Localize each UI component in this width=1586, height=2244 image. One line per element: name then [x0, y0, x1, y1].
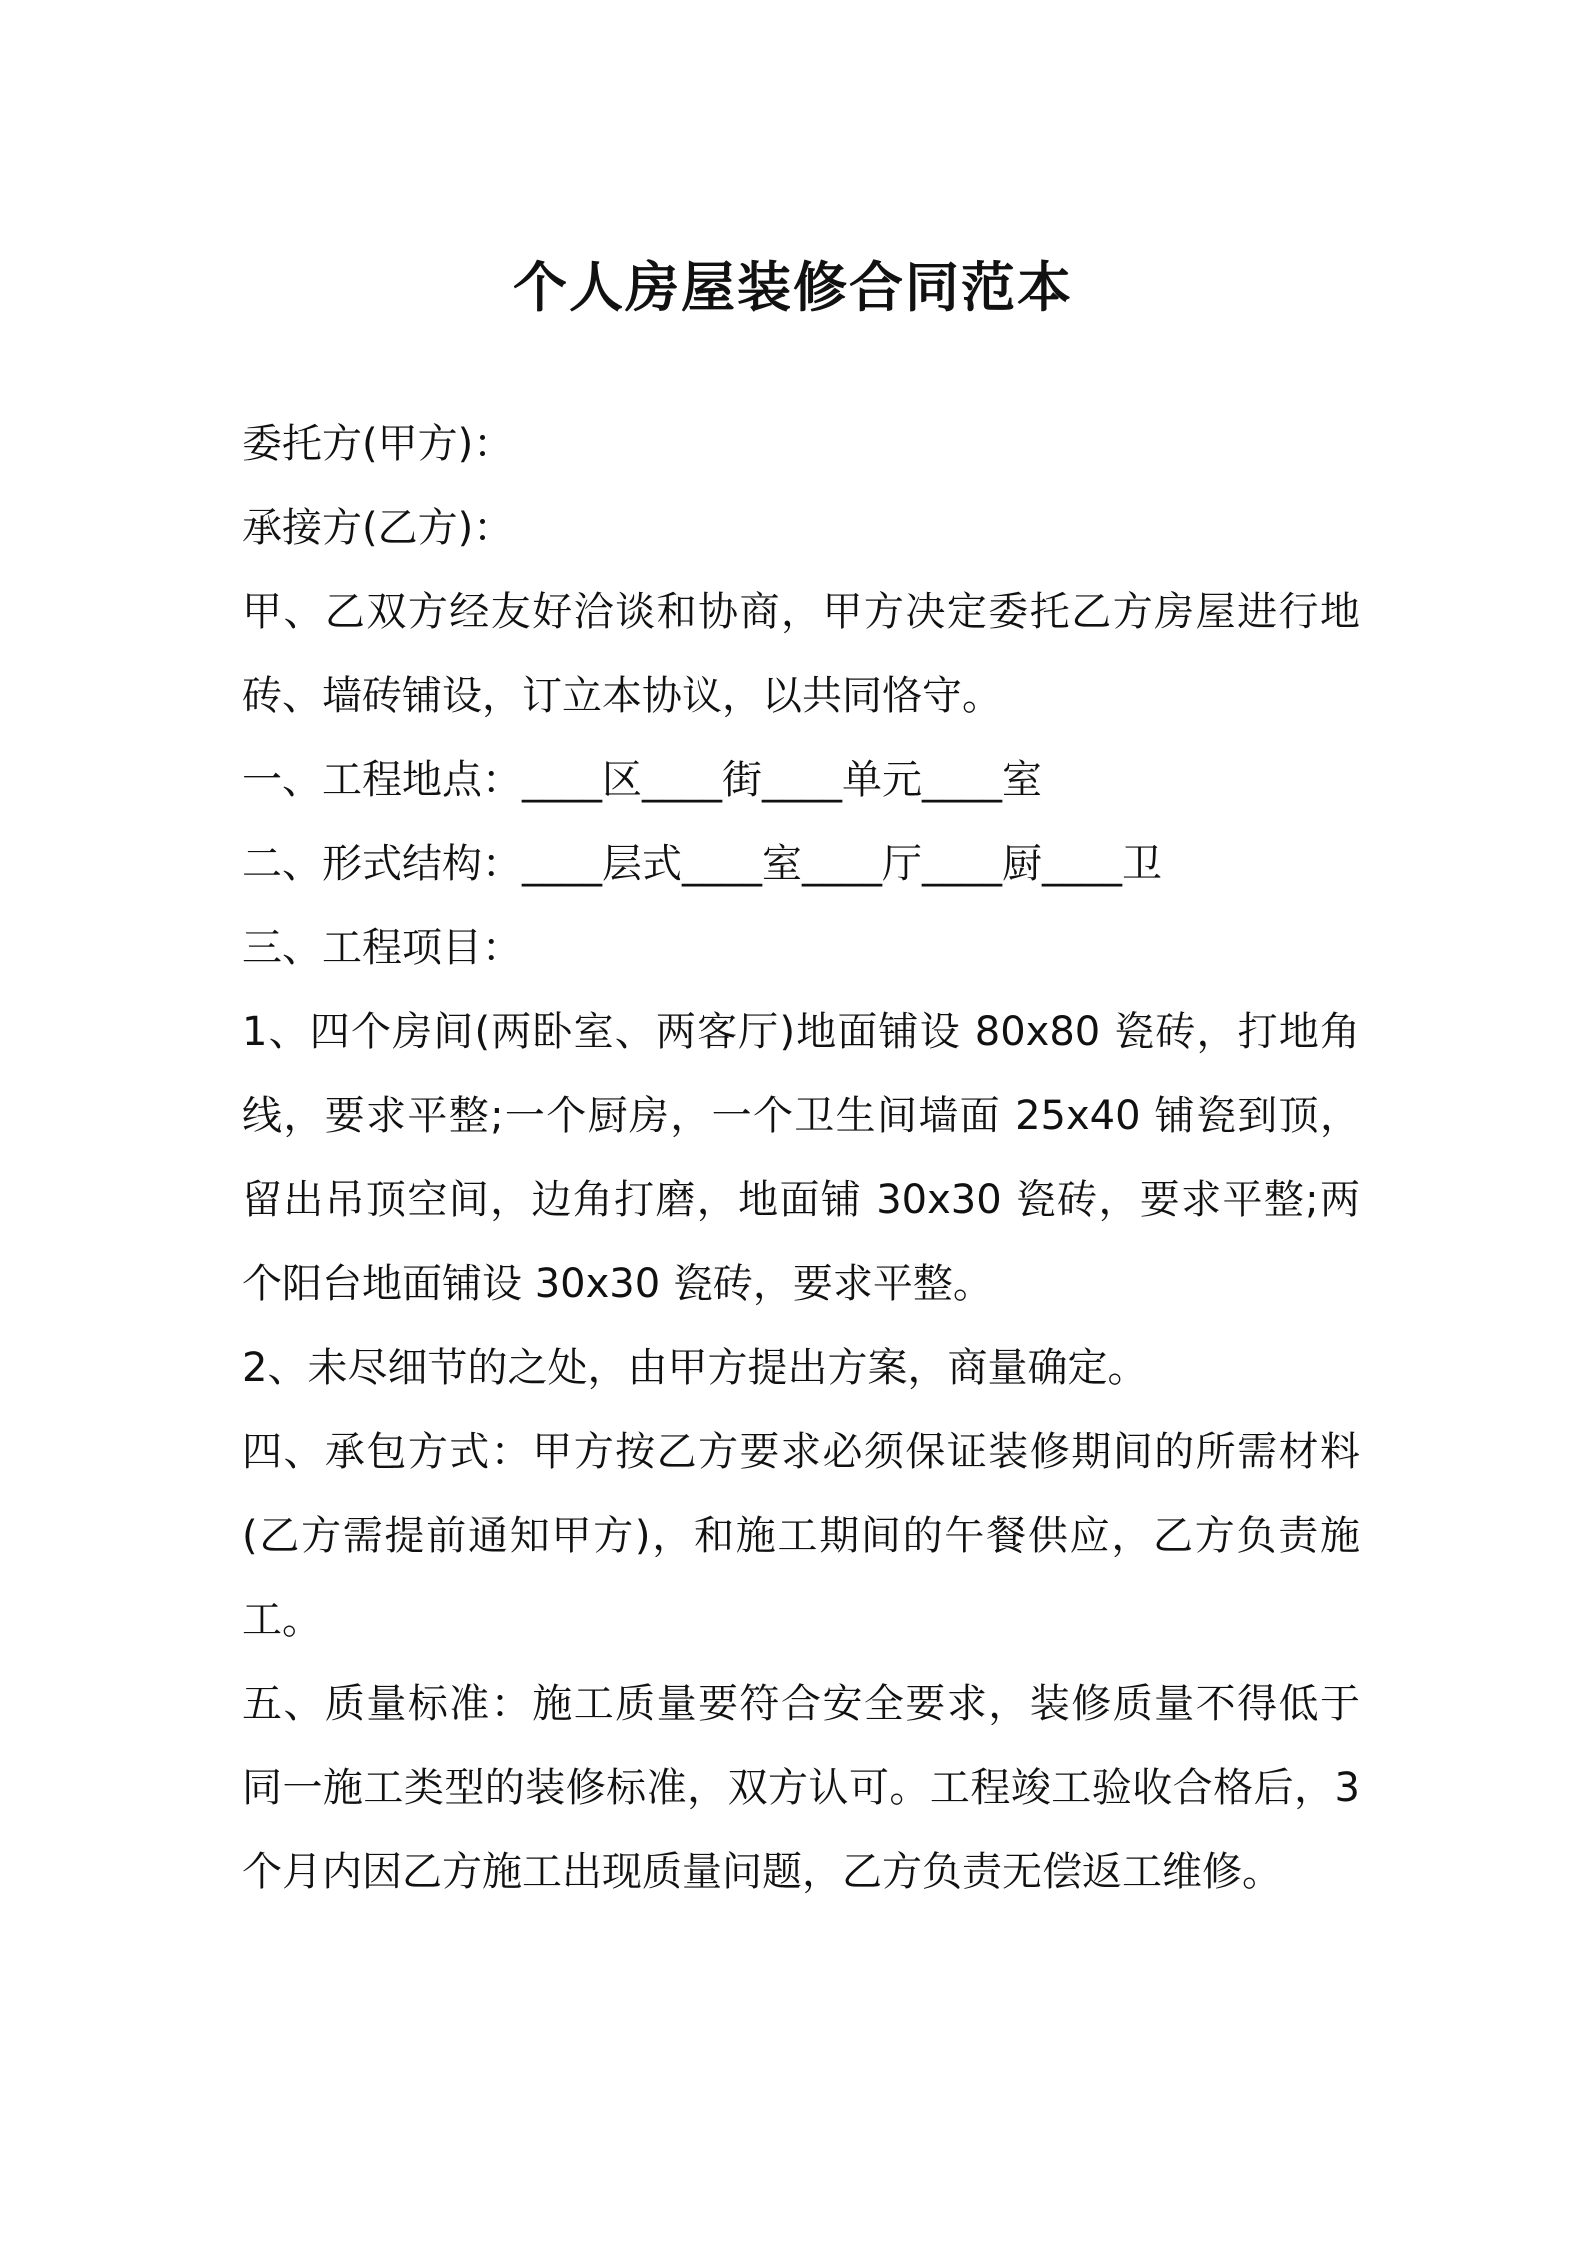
project-items-heading: 三、工程项目： — [242, 925, 522, 971]
party-b-line: 承接方(乙方)： — [242, 505, 514, 551]
preamble-paragraph: 甲、乙双方经友好洽谈和协商，甲方决定委托乙方房屋进行地砖、墙砖铺设，订立本协议，以共同恪守。 — [242, 589, 1360, 719]
party-a-line: 委托方(甲方)： — [242, 421, 514, 467]
contract-method-clause: 四、承包方式：甲方按乙方要求必须保证装修期间的所需材料(乙方需提前通知甲方)，和施工期间的午餐供应，乙方负责施工。 — [242, 1429, 1360, 1643]
quality-standard-clause: 五、质量标准：施工质量要符合安全要求，装修质量不得低于同一施工类型的装修标准，双方认可。工程竣工验收合格后，3 个月内因乙方施工出现质量问题，乙方负责无偿返工维修。 — [242, 1681, 1360, 1895]
project-item-2: 2、未尽细节的之处，由甲方提出方案，商量确定。 — [242, 1345, 1148, 1391]
document-body — [242, 402, 1360, 1914]
project-item-1: 1、四个房间(两卧室、两客厅)地面铺设 80x80 瓷砖，打地角线，要求平整;一个厨房，一个卫生间墙面 25x40 铺瓷到顶，留出吊顶空间，边角打磨，地面铺 30x30 瓷砖，要求平整;两个阳台地面铺设 30x30 瓷砖，要求平整。 — [242, 1009, 1360, 1307]
document-title: 个人房屋装修合同范本 — [513, 256, 1073, 319]
project-location-clause: 一、工程地点：____区____街____单元____室 — [242, 757, 1042, 803]
structure-form-clause: 二、形式结构：____层式____室____厅____厨____卫 — [242, 841, 1162, 887]
